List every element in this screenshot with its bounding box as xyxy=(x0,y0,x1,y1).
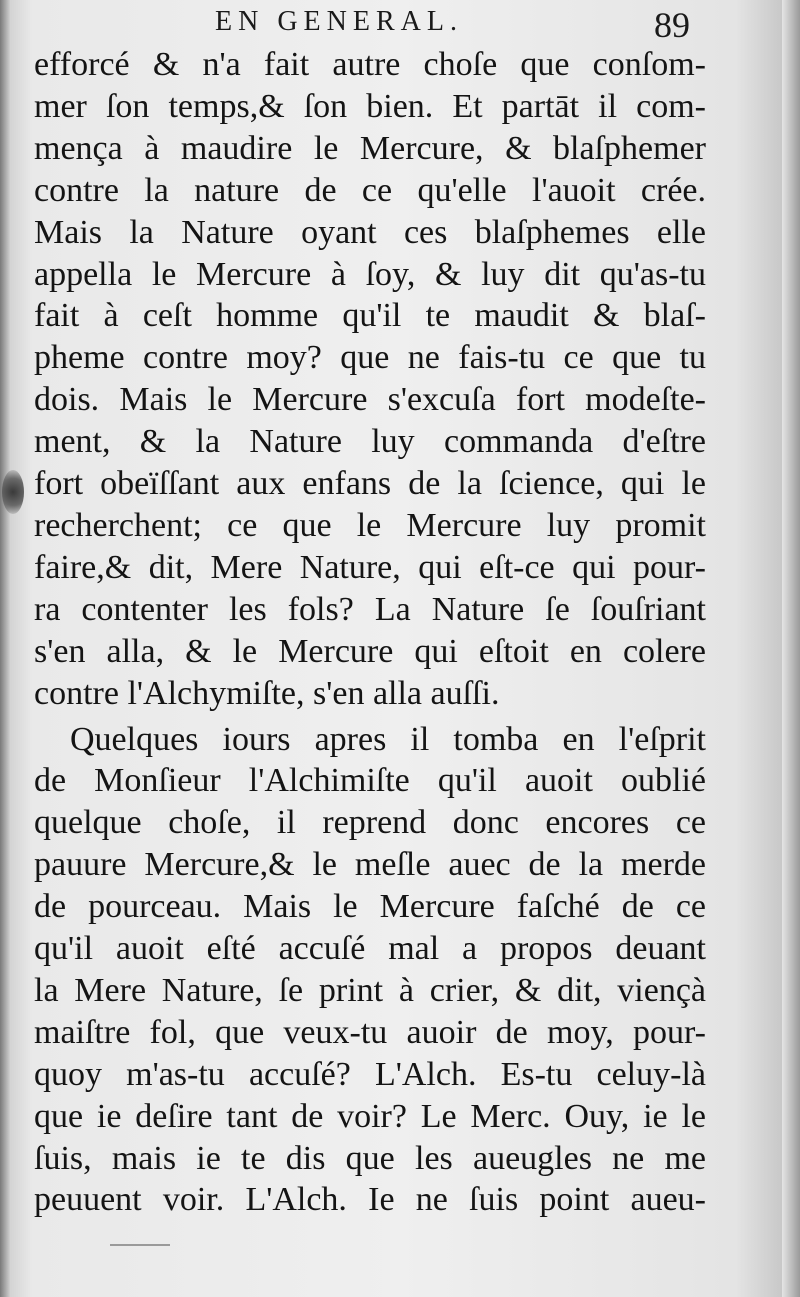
text-line: ment, & la Nature luy commanda d'eſtre xyxy=(34,423,706,461)
text-line: mer ſon temps,& ſon bien. Et partāt il com- xyxy=(34,87,706,125)
text-line: fait à ceſt homme qu'il te maudit & blaſ- xyxy=(34,297,706,335)
text-line: Mais la Nature oyant ces blaſphemes elle xyxy=(34,213,706,251)
ink-blot xyxy=(2,470,24,514)
text-line: fort obeïſſant aux enfans de la ſcience, qui le xyxy=(34,465,706,503)
running-title: EN GENERAL. xyxy=(215,6,463,37)
body-text xyxy=(34,44,706,1221)
text-line: appella le Mercure à ſoy, & luy dit qu'as-tu xyxy=(34,255,706,293)
paragraph-1 xyxy=(34,44,706,715)
text-line: pauure Mercure,& le meſle auec de la merde xyxy=(34,846,706,884)
page-number: 89 xyxy=(654,5,690,45)
text-line: faire,& dit, Mere Nature, qui eſt-ce qui pour- xyxy=(34,548,706,586)
text-line: pheme contre moy? que ne fais-tu ce que tu xyxy=(34,339,706,377)
text-line: recherchent; ce que le Mercure luy promit xyxy=(34,506,706,544)
bottom-smudge xyxy=(110,1244,170,1246)
text-line: qu'il auoit eſté accuſé mal a propos deuant xyxy=(34,930,706,968)
text-line: peuuent voir. L'Alch. Ie ne ſuis point aueu- xyxy=(34,1181,706,1219)
text-line: Quelques iours apres il tomba en l'eſprit xyxy=(70,720,706,758)
text-line: la Mere Nature, ſe print à crier, & dit, viençà xyxy=(34,971,706,1009)
text-line: contre la nature de ce qu'elle l'auoit crée. xyxy=(34,171,706,209)
page-gutter-shadow xyxy=(0,0,10,1297)
paragraph-2 xyxy=(34,719,706,1222)
text-line: quoy m'as-tu accuſé? L'Alch. Es-tu celuy-là xyxy=(34,1055,706,1093)
text-line: s'en alla, & le Mercure qui eſtoit en colere xyxy=(34,632,706,670)
text-line: efforcé & n'a fait autre choſe que conſom- xyxy=(34,46,706,83)
text-line: de pourceau. Mais le Mercure faſché de ce xyxy=(34,888,706,926)
text-line: dois. Mais le Mercure s'excuſa fort modeſte- xyxy=(34,381,706,419)
text-line: mença à maudire le Mercure, & blaſphemer xyxy=(34,129,706,167)
text-line: que ie deſire tant de voir? Le Merc. Ouy, ie le xyxy=(34,1097,706,1135)
text-line: ſuis, mais ie te dis que les aueugles ne me xyxy=(34,1139,706,1177)
text-line: quelque choſe, il reprend donc encores ce xyxy=(34,804,706,842)
text-line: ra contenter les fols? La Nature ſe ſouſriant xyxy=(34,590,706,628)
page-edge-shadow xyxy=(782,0,800,1297)
text-line: contre l'Alchymiſte, s'en alla auſſi. xyxy=(34,674,500,712)
text-line: de Monſieur l'Alchimiſte qu'il auoit oublié xyxy=(34,762,706,800)
text-line: maiſtre fol, que veux-tu auoir de moy, pour- xyxy=(34,1013,706,1051)
